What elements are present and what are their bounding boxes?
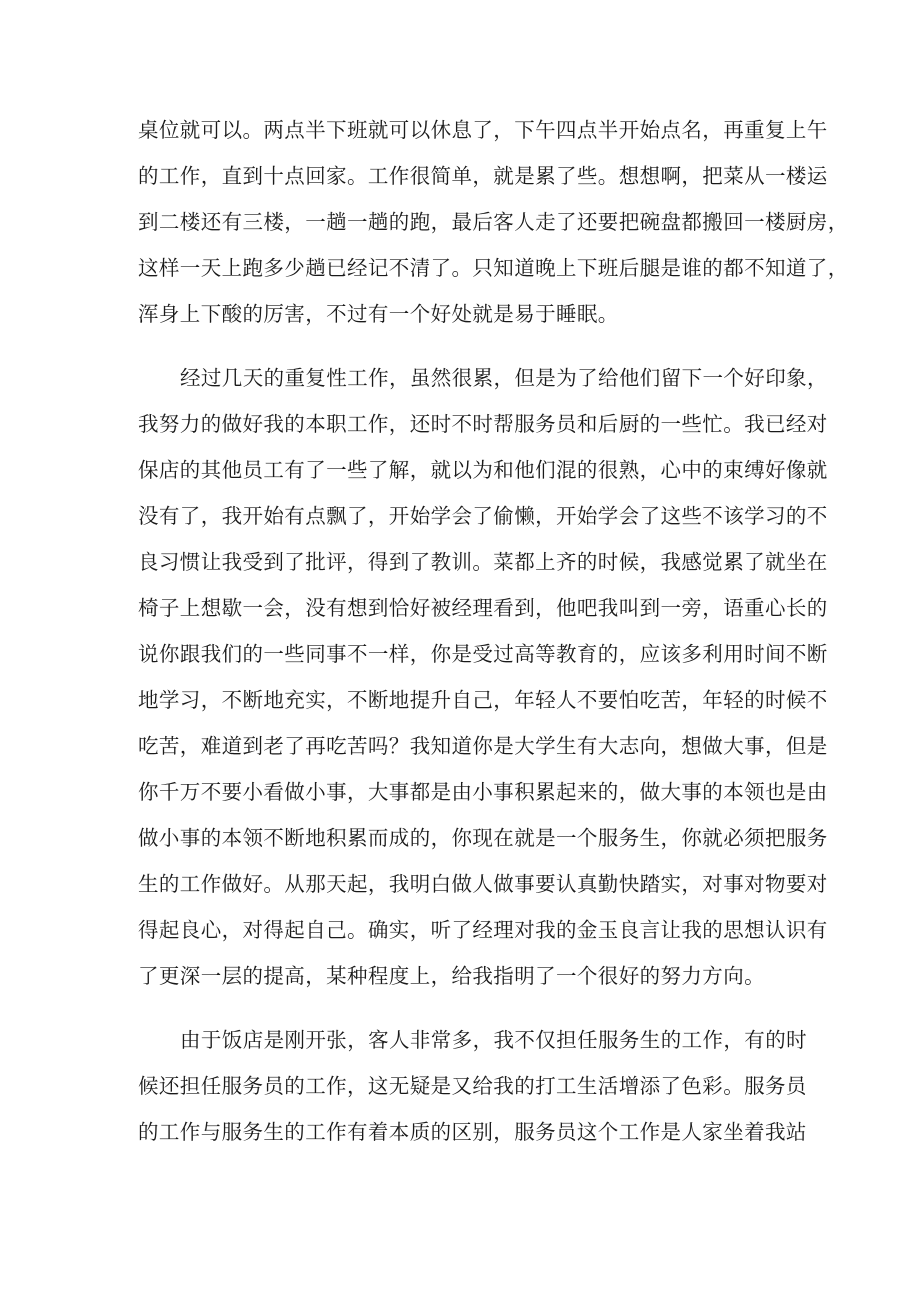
text-line: 没有了，我开始有点飘了，开始学会了偷懒，开始学会了这些不该学习的不 <box>138 504 828 528</box>
text-line: 吃苦，难道到老了再吃苦吗？我知道你是大学生有大志向，想做大事，但是 <box>138 734 828 758</box>
text-line: 你千万不要小看做小事，大事都是由小事积累起来的，做大事的本领也是由 <box>138 780 828 804</box>
text-line: 做小事的本领不断地积累而成的，你现在就是一个服务生，你就必须把服务 <box>138 826 828 850</box>
text-line: 的工作，直到十点回家。工作很简单，就是累了些。想想啊，把菜从一楼运 <box>138 164 828 188</box>
paragraph-3 <box>138 1021 807 1159</box>
text-line: 地学习，不断地充实，不断地提升自己，年轻人不要怕吃苦，年轻的时候不 <box>138 688 828 712</box>
text-line: 保店的其他员工有了一些了解，就以为和他们混的很熟，心中的束缚好像就 <box>138 458 828 482</box>
text-line: 得起良心，对得起自己。确实，听了经理对我的金玉良言让我的思想认识有 <box>138 918 828 942</box>
text-line: 生的工作做好。从那天起，我明白做人做事要认真勤快踏实，对事对物要对 <box>138 872 828 896</box>
text-line: 说你跟我们的一些同事不一样，你是受过高等教育的，应该多利用时间不断 <box>138 642 828 666</box>
text-line: 由于饭店是刚开张，客人非常多，我不仅担任服务生的工作，有的时 <box>180 1028 807 1052</box>
text-line: 的工作与服务生的工作有着本质的区别，服务员这个工作是人家坐着我站 <box>138 1120 807 1144</box>
paragraph-2 <box>138 359 828 1003</box>
text-line: 椅子上想歇一会，没有想到恰好被经理看到，他吧我叫到一旁，语重心长的 <box>138 596 828 620</box>
text-line: 经过几天的重复性工作，虽然很累，但是为了给他们留下一个好印象， <box>180 366 828 390</box>
text-line: 候还担任服务员的工作，这无疑是又给我的打工生活增添了色彩。服务员 <box>138 1074 807 1098</box>
text-line: 良习惯让我受到了批评，得到了教训。菜都上齐的时候，我感觉累了就坐在 <box>138 550 828 574</box>
text-line: 这样一天上跑多少趟已经记不清了。只知道晚上下班后腿是谁的都不知道了， <box>138 256 849 280</box>
text-line: 桌位就可以。两点半下班就可以休息了，下午四点半开始点名，再重复上午 <box>138 118 828 142</box>
text-line: 了更深一层的提高，某种程度上，给我指明了一个很好的努力方向。 <box>138 964 765 988</box>
text-line: 到二楼还有三楼，一趟一趟的跑，最后客人走了还要把碗盘都搬回一楼厨房， <box>138 210 849 234</box>
text-line: 浑身上下酸的厉害，不过有一个好处就是易于睡眠。 <box>138 302 619 326</box>
text-line: 我努力的做好我的本职工作，还时不时帮服务员和后厨的一些忙。我已经对 <box>138 412 828 436</box>
document-body <box>138 111 849 1177</box>
paragraph-1 <box>138 111 849 341</box>
